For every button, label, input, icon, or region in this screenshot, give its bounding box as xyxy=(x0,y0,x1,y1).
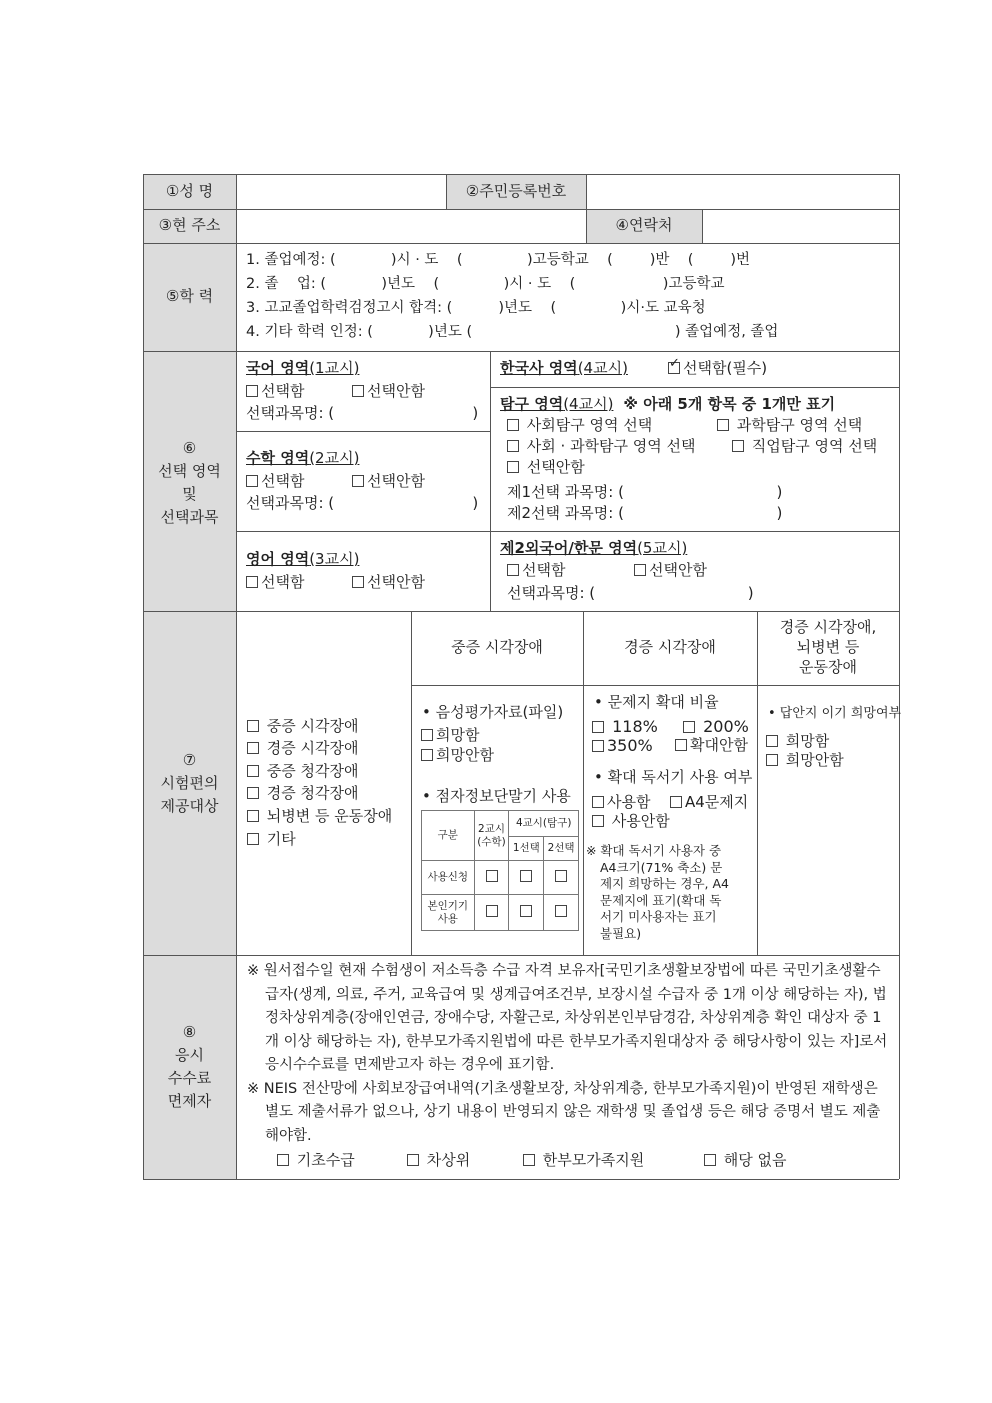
checkbox-icon[interactable] xyxy=(592,815,604,827)
fee-label-num: ⑧ xyxy=(182,1023,197,1041)
grid-line xyxy=(143,611,899,612)
braille-cell[interactable] xyxy=(509,861,544,895)
exam-label-line: 제공대상 xyxy=(160,797,219,815)
history-title: 한국사 영역 xyxy=(500,359,578,377)
grid-line xyxy=(411,685,899,686)
fee-label-line: 응시 xyxy=(175,1046,204,1064)
math-title: 수학 영역 xyxy=(246,449,310,467)
checkbox-icon[interactable] xyxy=(247,720,259,732)
foreign-opt1-label: 선택함 xyxy=(522,561,566,579)
checkbox-icon[interactable] xyxy=(352,475,364,487)
reader-title: • 확대 독서기 사용 여부 xyxy=(594,768,753,786)
checkbox-icon[interactable] xyxy=(247,833,259,845)
english-opt2-label: 선택안함 xyxy=(367,573,425,591)
checkbox-icon[interactable] xyxy=(486,870,498,882)
checkbox-icon[interactable] xyxy=(683,721,695,733)
checkbox-checked-icon[interactable] xyxy=(668,356,680,374)
math-subject[interactable]: 선택과목명: ( ) xyxy=(246,494,479,512)
braille-cell[interactable] xyxy=(544,895,579,931)
fee-opt2-label: 차상위 xyxy=(426,1151,471,1169)
reader-no-label: 사용안함 xyxy=(611,812,670,830)
braille-head-gubun: 구분 xyxy=(422,811,475,861)
checkbox-icon[interactable] xyxy=(634,564,646,576)
exam-target-label: 뇌병변 등 운동장애 xyxy=(266,807,393,825)
inquiry-opt2[interactable] xyxy=(717,415,862,435)
foreign-opt2[interactable] xyxy=(634,560,707,580)
inquiry-subject2[interactable]: 제2선택 과목명: ( ) xyxy=(507,504,783,522)
exam-target-item[interactable] xyxy=(247,716,359,736)
korean-opt2-label: 선택안함 xyxy=(367,382,425,400)
education-label: ⑤학 력 xyxy=(165,287,214,305)
braille-head-inquiry: 4교시(탐구) xyxy=(509,811,579,837)
checkbox-icon[interactable] xyxy=(246,475,258,487)
exam-col3-head-line: 뇌병변 등 xyxy=(796,638,860,656)
braille-cell[interactable] xyxy=(474,861,509,895)
checkbox-icon[interactable] xyxy=(555,905,567,917)
checkbox-icon[interactable] xyxy=(486,905,498,917)
foreign-title: 제2외국어/한문 영역 xyxy=(500,539,638,557)
exam-label xyxy=(143,749,236,818)
zoom-350[interactable] xyxy=(592,736,653,756)
fee-opt3[interactable] xyxy=(523,1150,644,1170)
exam-col3-head-line: 운동장애 xyxy=(799,658,857,676)
zoom-350-label: 350% xyxy=(607,736,653,755)
zoom-title: • 문제지 확대 비율 xyxy=(594,693,719,711)
inquiry-subject1[interactable]: 제1선택 과목명: ( ) xyxy=(507,483,783,501)
grid-line xyxy=(143,243,899,244)
audio-yes[interactable] xyxy=(421,725,479,745)
korean-opt1-label: 선택함 xyxy=(261,382,305,400)
history-check-label: 선택함(필수) xyxy=(683,359,768,377)
subject-label-line: 및 xyxy=(182,485,197,503)
exam-label-num: ⑦ xyxy=(182,751,197,769)
braille-head-math xyxy=(474,811,509,861)
answer-yes[interactable] xyxy=(766,731,829,751)
checkbox-icon[interactable] xyxy=(523,1154,535,1166)
checkmark-icon: ✓ xyxy=(669,356,680,371)
exam-target-label: 기타 xyxy=(266,830,296,848)
exam-target-item[interactable] xyxy=(247,738,359,758)
reader-a4[interactable] xyxy=(670,792,748,812)
checkbox-icon[interactable] xyxy=(670,796,682,808)
name-label: ①성 명 xyxy=(165,182,214,200)
address-field[interactable] xyxy=(237,210,585,242)
checkbox-icon[interactable] xyxy=(766,754,778,766)
grid-line xyxy=(490,351,491,611)
exam-col1-head: 중증 시각장애 xyxy=(451,638,543,656)
checkbox-icon[interactable] xyxy=(247,742,259,754)
exam-target-label: 중증 시각장애 xyxy=(266,717,359,735)
inquiry-opt4[interactable] xyxy=(732,436,877,456)
checkbox-icon[interactable] xyxy=(592,721,604,733)
zoom-none[interactable] xyxy=(675,735,748,755)
reader-note-line: A4크기(71% 축소) 문 xyxy=(600,859,723,875)
answer-title: • 답안지 이기 희망여부 xyxy=(768,706,902,721)
checkbox-icon[interactable] xyxy=(352,385,364,397)
zoom-118-label: 118% xyxy=(612,717,658,736)
exam-target-item[interactable] xyxy=(247,761,359,781)
checkbox-icon[interactable] xyxy=(507,461,519,473)
inquiry-opt1-label: 사회탐구 영역 선택 xyxy=(526,416,653,434)
answer-yes-label: 희망함 xyxy=(785,732,830,750)
reader-yes-label: 사용함 xyxy=(607,793,651,811)
english-section-title xyxy=(246,549,359,569)
checkbox-icon[interactable] xyxy=(407,1154,419,1166)
math-opt1[interactable] xyxy=(246,471,304,491)
inquiry-note: ※ 아래 5개 항목 중 1개만 표기 xyxy=(623,395,836,413)
braille-row-own xyxy=(422,895,475,931)
inquiry-header xyxy=(500,394,835,414)
fee-label-line: 수수료 xyxy=(167,1069,212,1087)
exam-label-line: 시험편의 xyxy=(160,774,219,792)
subject-label xyxy=(143,437,236,529)
checkbox-icon[interactable] xyxy=(592,796,604,808)
braille-head-sel2: 2선택 xyxy=(544,837,579,861)
checkbox-icon[interactable] xyxy=(732,440,744,452)
korean-section-title xyxy=(246,358,359,378)
inquiry-opt3-label: 사회 · 과학탐구 영역 선택 xyxy=(526,437,696,455)
zoom-200-label: 200% xyxy=(703,717,749,736)
checkbox-icon[interactable] xyxy=(246,385,258,397)
braille-title: • 점자정보단말기 사용 xyxy=(422,787,571,805)
foreign-opt1[interactable] xyxy=(507,560,565,580)
history-check[interactable] xyxy=(668,358,767,378)
korean-subject[interactable]: 선택과목명: ( ) xyxy=(246,404,479,422)
braille-row-own-line: 사용 xyxy=(437,912,458,925)
reader-note-line: 제지 희망하는 경우, A4 xyxy=(600,876,729,892)
name-field[interactable] xyxy=(237,175,445,208)
checkbox-icon[interactable] xyxy=(507,440,519,452)
checkbox-icon[interactable] xyxy=(507,564,519,576)
braille-head-math-line: 2교시 xyxy=(478,822,505,835)
fee-note: ※ NEIS 전산망에 사회보장급여내역(기초생활보장, 차상위계층, 한부모가족지원)이 반영된 재학생은 별도 제출서류가 없으나, 상기 내용이 반영되지 않은 재학생 및 졸업생 등은 해당 증명서 별도 제출해야함. xyxy=(247,1080,881,1144)
contact-field[interactable] xyxy=(703,210,898,242)
korean-opt1[interactable] xyxy=(246,381,304,401)
foreign-opt2-label: 선택안함 xyxy=(649,561,707,579)
subject-label-num: ⑥ xyxy=(182,439,197,457)
korean-period: (1교시) xyxy=(309,359,360,377)
foreign-section-title xyxy=(500,538,687,558)
audio-title: • 음성평가자료(파일) xyxy=(422,703,564,721)
english-opt1-label: 선택함 xyxy=(261,573,305,591)
checkbox-icon[interactable] xyxy=(352,576,364,588)
inquiry-opt1[interactable] xyxy=(507,415,652,435)
fee-opt4[interactable] xyxy=(704,1150,787,1170)
checkbox-icon[interactable] xyxy=(717,419,729,431)
reader-note-line: 서기 미사용자는 표기 xyxy=(600,909,717,925)
reader-note-line: 불필요) xyxy=(600,925,642,941)
checkbox-icon[interactable] xyxy=(675,739,687,751)
zoom-none-label: 확대안함 xyxy=(690,736,748,754)
inquiry-opt3[interactable] xyxy=(507,436,696,456)
korean-opt2[interactable] xyxy=(352,381,425,401)
fee-opt3-label: 한부모가족지원 xyxy=(542,1151,645,1169)
braille-table xyxy=(421,810,579,931)
zoom-200[interactable] xyxy=(683,717,749,737)
english-opt1[interactable] xyxy=(246,572,304,592)
grid-line xyxy=(490,387,899,388)
exam-target-item[interactable] xyxy=(247,829,296,849)
exam-col3-head xyxy=(757,617,899,677)
fee-label xyxy=(143,1021,236,1113)
ssn-label: ②주민등록번호 xyxy=(465,182,567,200)
inquiry-opt5-label: 선택안함 xyxy=(526,458,585,476)
grid-line xyxy=(236,531,899,532)
checkbox-icon[interactable] xyxy=(247,787,259,799)
education-line[interactable]: 4. 기타 학력 인정: ( )년도 ( ) 졸업예정, 졸업 xyxy=(246,324,779,340)
fee-opt4-label: 해당 없음 xyxy=(723,1151,787,1169)
grid-line xyxy=(143,351,899,352)
exam-target-item[interactable] xyxy=(247,783,359,803)
math-opt2[interactable] xyxy=(352,471,425,491)
checkbox-icon[interactable] xyxy=(507,419,519,431)
braille-head-sel1: 1선택 xyxy=(509,837,544,861)
fee-label-line: 면제자 xyxy=(167,1092,212,1110)
grid-line xyxy=(236,431,490,432)
math-opt1-label: 선택함 xyxy=(261,472,305,490)
grid-line xyxy=(411,611,412,955)
reader-note-line: ※ 확대 독서기 사용자 중 xyxy=(586,843,722,858)
math-period: (2교시) xyxy=(309,449,360,467)
checkbox-icon[interactable] xyxy=(421,729,433,741)
fee-opt1-label: 기초수급 xyxy=(296,1151,355,1169)
ssn-field[interactable] xyxy=(587,175,898,208)
math-section-title xyxy=(246,448,359,468)
exam-target-label: 중증 청각장애 xyxy=(266,762,359,780)
exam-col3-head-line: 경증 시각장애, xyxy=(779,618,877,636)
braille-cell[interactable] xyxy=(509,895,544,931)
fee-opt1[interactable] xyxy=(277,1150,355,1170)
english-opt2[interactable] xyxy=(352,572,425,592)
fee-notes xyxy=(247,960,889,1148)
checkbox-icon[interactable] xyxy=(592,740,604,752)
braille-cell[interactable] xyxy=(544,861,579,895)
exam-target-item[interactable] xyxy=(247,806,392,826)
inquiry-opt2-label: 과학탐구 영역 선택 xyxy=(736,416,863,434)
korean-title: 국어 영역 xyxy=(246,359,310,377)
foreign-subject[interactable]: 선택과목명: ( ) xyxy=(507,584,754,602)
english-title: 영어 영역 xyxy=(246,550,310,568)
audio-yes-label: 희망함 xyxy=(436,726,480,744)
grid-line xyxy=(899,174,900,1179)
english-period: (3교시) xyxy=(309,550,360,568)
reader-a4-label: A4문제지 xyxy=(685,793,749,811)
contact-label: ④연락처 xyxy=(615,216,673,234)
braille-row-apply: 사용신청 xyxy=(422,861,475,895)
answer-no[interactable] xyxy=(766,750,844,770)
inquiry-period: (4교시) xyxy=(563,395,614,413)
checkbox-icon[interactable] xyxy=(520,870,532,882)
history-section-title xyxy=(500,358,628,378)
checkbox-icon[interactable] xyxy=(277,1154,289,1166)
education-line[interactable]: 1. 졸업예정: ( )시 · 도 ( )고등학교 ( )반 ( )번 xyxy=(246,252,750,268)
braille-head-math-line: (수학) xyxy=(477,835,506,848)
checkbox-icon[interactable] xyxy=(766,735,778,747)
reader-note-line: 문제지에 표기(확대 독 xyxy=(600,892,722,908)
inquiry-opt4-label: 직업탐구 영역 선택 xyxy=(751,437,878,455)
reader-no[interactable] xyxy=(592,811,670,831)
audio-no-label: 희망안함 xyxy=(436,746,494,764)
reader-yes[interactable] xyxy=(592,792,650,812)
inquiry-title: 탐구 영역 xyxy=(500,395,564,413)
education-line[interactable]: 2. 졸 업: ( )년도 ( )시 · 도 ( )고등학교 xyxy=(246,276,725,292)
grid-line xyxy=(143,1179,899,1180)
zoom-118[interactable] xyxy=(592,717,658,737)
grid-line xyxy=(236,174,237,1179)
math-opt2-label: 선택안함 xyxy=(367,472,425,490)
checkbox-icon[interactable] xyxy=(704,1154,716,1166)
reader-note xyxy=(586,843,756,943)
history-period: (4교시) xyxy=(577,359,628,377)
fee-opt2[interactable] xyxy=(407,1150,470,1170)
answer-no-label: 희망안함 xyxy=(785,751,844,769)
checkbox-icon[interactable] xyxy=(247,810,259,822)
checkbox-icon[interactable] xyxy=(555,870,567,882)
foreign-period: (5교시) xyxy=(637,539,688,557)
address-label: ③현 주소 xyxy=(158,216,221,234)
subject-label-line: 선택과목 xyxy=(160,508,219,526)
exam-target-label: 경증 시각장애 xyxy=(266,739,359,757)
subject-label-line: 선택 영역 xyxy=(158,462,221,480)
fee-note: ※ 원서접수일 현재 수험생이 저소득층 수급 자격 보유자[국민기초생활보장법에 따른 국민기초생활수급자(생계, 의료, 주거, 교육급여 및 생계급여조건부, 보장시설 수급자 중 1개 이상 해당하는 자), 법정차상위계층(장애인연금, 장애수당, 자활근로, 차상위본인부담경감, 차상위계층 확인 대상자 중 1개 이상 해당하는 자), 한부모가족지원법에 따른 한부모가족지원대상자 중 해당사항이 있는 자]로서 응시수수료를 면제받고자 하는 경우에 표기함. xyxy=(247,963,888,1073)
exam-col2-head: 경증 시각장애 xyxy=(624,638,716,656)
education-line[interactable]: 3. 고교졸업학력검정고시 합격: ( )년도 ( )시·도 교육청 xyxy=(246,300,706,316)
exam-target-label: 경증 청각장애 xyxy=(266,784,359,802)
checkbox-icon[interactable] xyxy=(421,749,433,761)
checkbox-icon[interactable] xyxy=(520,905,532,917)
inquiry-opt5[interactable] xyxy=(507,457,585,477)
grid-line xyxy=(583,611,584,955)
braille-cell[interactable] xyxy=(474,895,509,931)
checkbox-icon[interactable] xyxy=(246,576,258,588)
checkbox-icon[interactable] xyxy=(247,765,259,777)
audio-no[interactable] xyxy=(421,745,494,765)
braille-row-own-line: 본인기기 xyxy=(427,899,469,912)
grid-line xyxy=(143,955,899,956)
